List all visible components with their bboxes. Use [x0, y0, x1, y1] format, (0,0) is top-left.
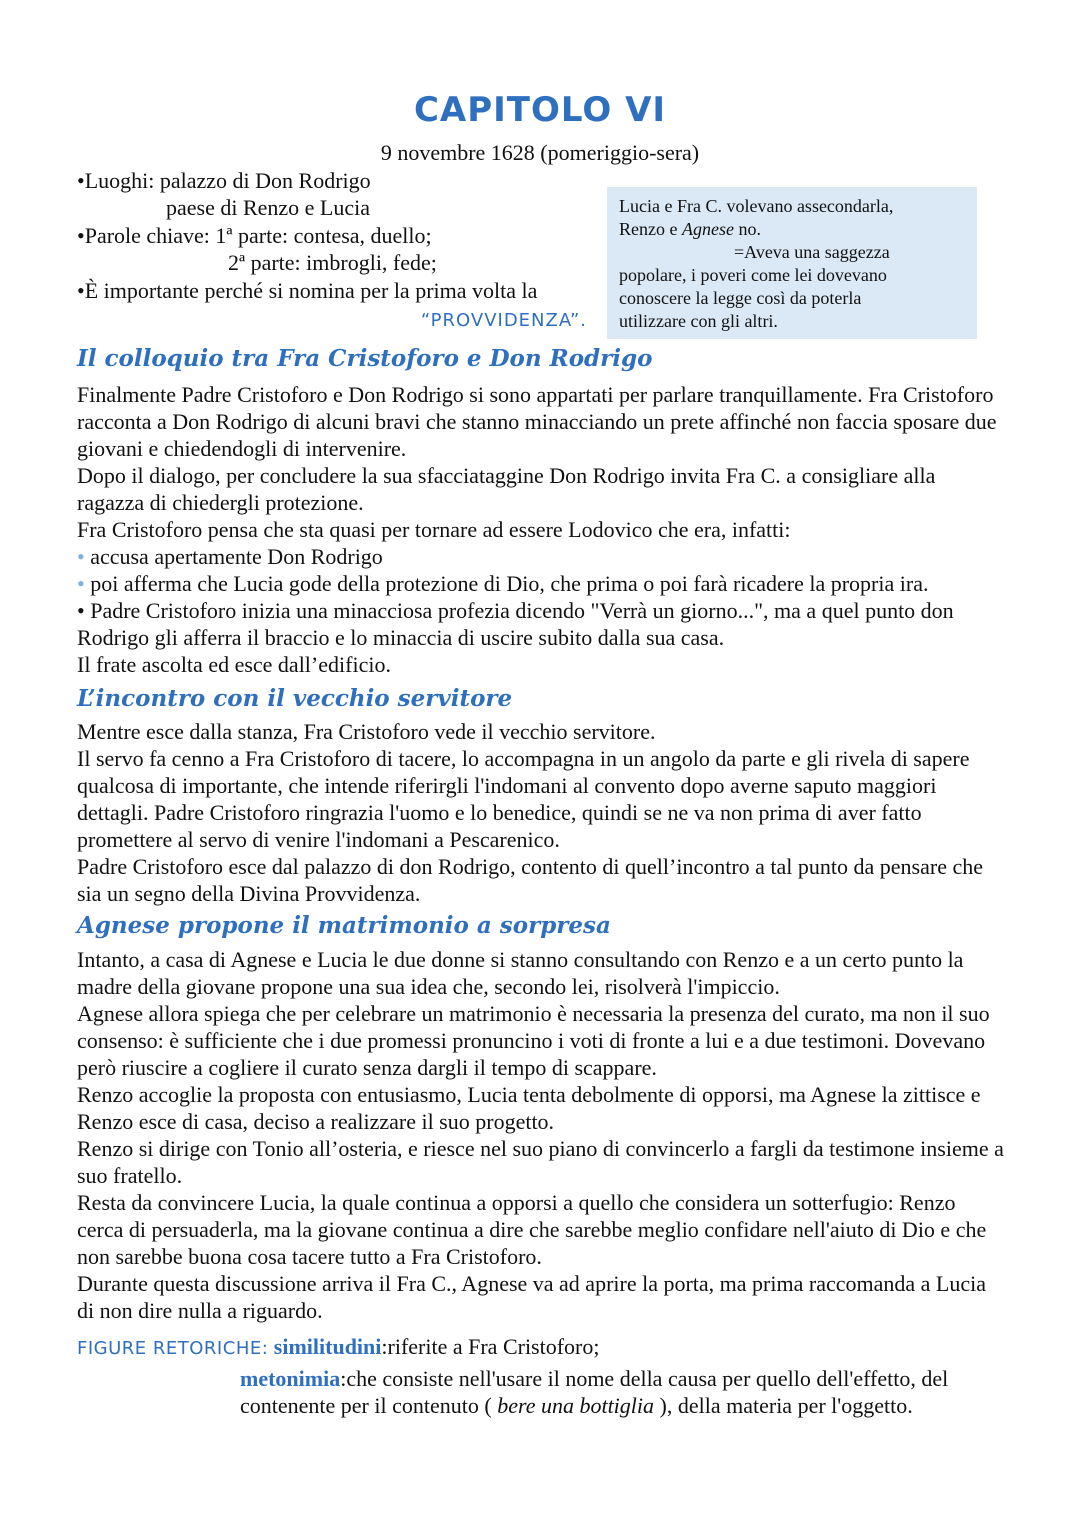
section-body-servitore [77, 718, 1007, 907]
paragraph: Durante questa discussione arriva il Fra C., Agnese va ad aprire la porta, ma prima raccomanda a Lucia di non dire nulla a riguardo. [77, 1271, 986, 1323]
bullet-item [77, 597, 1007, 651]
paragraph: Dopo il dialogo, per concludere la sua sfacciataggine Don Rodrigo invita Fra C. a consigliare alla ragazza di chiedergli protezione. [77, 463, 936, 515]
note-callout-box [607, 187, 977, 339]
paragraph: Finalmente Padre Cristoforo e Don Rodrigo si sono appartati per parlare tranquillamente. Fra Cristoforo racconta a Don Rodrigo di alcuni bravi che stanno minacciando un prete affinché non faccia sposare due giovani e chiedendogli di intervenire. [77, 382, 997, 461]
figure-retoriche-label: FIGURE RETORICHE: [77, 1338, 269, 1359]
chapter-date: 9 novembre 1628 (pomeriggio-sera) [380, 140, 700, 165]
luoghi-line-2: paese di Renzo e Lucia [166, 195, 371, 220]
paragraph: Renzo si dirige con Tonio all’osteria, e riesce nel suo piano di convincerlo a fargli da testimone insieme a suo fratello. [77, 1136, 1004, 1188]
section-heading-agnese: Agnese propone il matrimonio a sorpresa [77, 912, 611, 939]
section-heading-servitore: L’incontro con il vecchio servitore [77, 685, 513, 712]
paragraph: Mentre esce dalla stanza, Fra Cristoforo vede il vecchio servitore. [77, 719, 656, 744]
bullet-text: accusa apertamente Don Rodrigo [90, 544, 383, 569]
term-similitudini: similitudini [273, 1334, 382, 1359]
paragraph: Il servo fa cenno a Fra Cristoforo di tacere, lo accompagna in un angolo da parte e gli rivela di sapere qualcosa di importante, che intende riferirgli l'indomani al convento dopo averne saputo maggiori dettagli. Padre Cristoforo ringrazia l'uomo e lo benedice, quindi se ne va non prima di aver fatto promettere al servo di venire l'indomani a Pescarenico. [77, 746, 970, 852]
provvidenza-keyword: “PROVVIDENZA”. [420, 310, 587, 331]
paragraph: Fra Cristoforo pensa che sta quasi per tornare ad essere Lodovico che era, infatti: [77, 517, 791, 542]
bullet-icon: • [77, 544, 91, 569]
paragraph: Resta da convincere Lucia, la quale continua a opporsi a quello che considera un sotterfugio: Renzo cerca di persuaderla, ma la giovane continua a dire che sarebbe meglio confidare nell'aiuto di Dio e che non sarebbe buona cosa tacere tutto a Fra Cristoforo. [77, 1190, 987, 1269]
paragraph: Renzo accoglie la proposta con entusiasmo, Lucia tenta debolmente di opporsi, ma Agnese la zittisce e Renzo esce di casa, deciso a realizzare il suo progetto. [77, 1082, 981, 1134]
callout-line-3: =Aveva una saggezza [734, 242, 890, 262]
callout-text: no. [733, 219, 761, 239]
chapter-title: CAPITOLO VI [413, 90, 667, 130]
section-heading-colloquio: Il colloquio tra Fra Cristoforo e Don Rodrigo [77, 345, 653, 372]
importante-line: •È importante perché si nomina per la prima volta la [77, 278, 538, 303]
callout-line-2 [619, 218, 965, 241]
bullet-icon: • [77, 571, 91, 596]
callout-italic-name: Agnese [681, 219, 734, 239]
term-metonimia: metonimia [240, 1366, 341, 1391]
bullet-item [77, 570, 1007, 597]
metonimia-definition [240, 1365, 1010, 1419]
bullet-text: poi afferma che Lucia gode della protezione di Dio, che prima o poi farà ricadere la propria ira. [90, 571, 929, 596]
paragraph: Intanto, a casa di Agnese e Lucia le due donne si stanno consultando con Renzo e a un certo punto la madre della giovane propone una sua idea che, secondo lei, risolverà l'impiccio. [77, 947, 964, 999]
callout-line-4: popolare, i poveri come lei dovevano [619, 265, 887, 285]
callout-line-6: utilizzare con gli altri. [619, 311, 778, 331]
callout-line-5: conoscere la legge così da poterla [619, 288, 862, 308]
bullet-item [77, 543, 1007, 570]
paragraph: Padre Cristoforo esce dal palazzo di don Rodrigo, contento di quell’incontro a tal punto da pensare che sia un segno della Divina Provvidenza. [77, 854, 983, 906]
paragraph: Agnese allora spiega che per celebrare un matrimonio è necessaria la presenza del curato, ma non il suo consenso: è sufficiente che i due promessi pronuncino i voti di fronte a lui e a due testimoni. Dovevano però riuscire a cogliere il curato senza dargli il tempo di scappare. [77, 1001, 990, 1080]
example-italic: bere una bottiglia [491, 1393, 660, 1418]
section-body-agnese [77, 946, 1007, 1324]
callout-text: Renzo e [619, 219, 682, 239]
section-body-colloquio [77, 381, 1007, 678]
bullet-text: Padre Cristoforo inizia una minacciosa profezia dicendo "Verrà un giorno...", ma a quel punto don Rodrigo gli afferra il braccio e lo minaccia di uscire subito dalla sua casa. [77, 598, 954, 650]
bullet-icon: • [77, 598, 91, 623]
term-description: ), della materia per l'oggetto. [659, 1393, 913, 1418]
figure-retoriche-line [77, 1333, 600, 1362]
luoghi-line: •Luoghi: palazzo di Don Rodrigo [77, 168, 371, 193]
paragraph: Il frate ascolta ed esce dall’edificio. [77, 652, 391, 677]
parole-chiave-line: •Parole chiave: 1ª parte: contesa, duello; [77, 223, 432, 248]
parole-chiave-line-2: 2ª parte: imbrogli, fede; [228, 250, 437, 275]
term-description: :riferite a Fra Cristoforo; [381, 1334, 600, 1359]
term-description: :che consiste nell'usare il nome della causa per quello dell'effetto, del contenente per il contenuto ( [240, 1366, 949, 1418]
callout-line-1: Lucia e Fra C. volevano assecondarla, [619, 196, 894, 216]
